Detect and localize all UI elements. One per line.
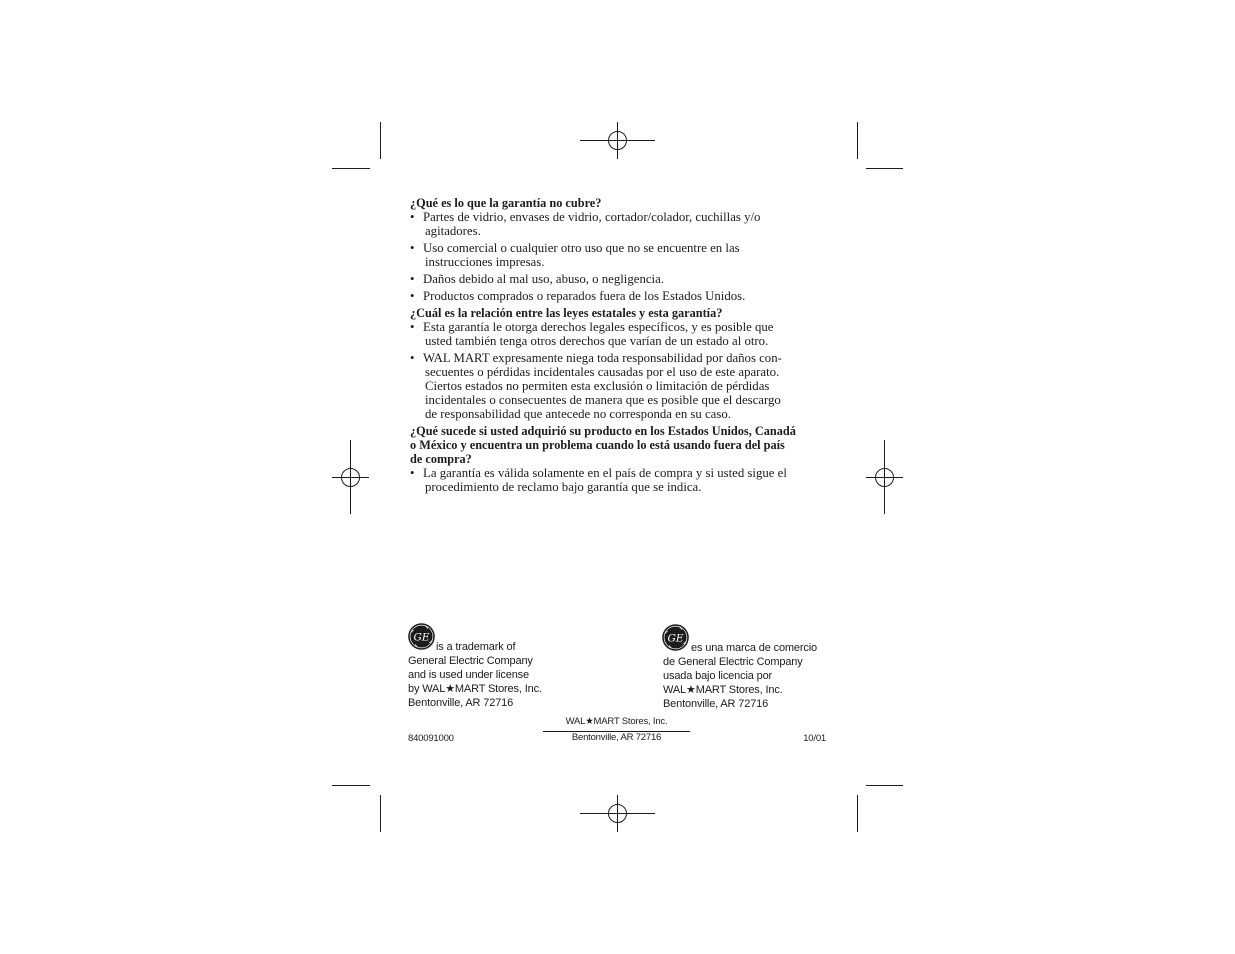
registration-mark-top [580,122,655,159]
trademark-line: es una marca de comercio [691,642,818,654]
bullet-marker: • [410,241,415,255]
warranty-text [410,196,850,494]
trademark-line: usada bajo licencia por [663,670,773,682]
bullet-text-line: de responsabilidad que antecede no corresponda en su caso. [425,407,731,421]
section-not-covered [410,196,850,303]
section-state-law [410,306,850,421]
trademark-notice-english [408,640,542,710]
bullet-text-line: agitadores. [425,224,481,238]
bullet-item [410,241,850,269]
bullet-item [410,272,850,286]
trademark-line: Bentonville, AR 72716 [663,698,769,710]
heading-line: ¿Cuál es la relación entre las leyes estatales y esta garantía? [410,306,723,320]
part-number: 840091000 [408,733,454,744]
heading-line: ¿Qué sucede si usted adquirió su producto en los Estados Unidos, Canadá [410,424,796,438]
trademark-line: de General Electric Company [663,656,803,668]
bullet-text-line: secuentes o pérdidas incidentales causadas por el uso de este aparato. [425,365,780,379]
bullet-marker: • [410,210,415,224]
bullet-text-line: Ciertos estados no permiten esta exclusión o limitación de pérdidas [425,379,770,393]
bullet-item [410,210,850,238]
footer-company: WAL★MART Stores, Inc. [565,716,668,727]
section-heading [410,424,850,466]
bullet-item [410,289,850,303]
bullet-text-line: Daños debido al mal uso, abuso, o negligencia. [423,272,664,286]
bullet-text-line: WAL MART expresamente niega toda responsabilidad por daños con- [423,351,782,365]
bullet-text-line: Uso comercial o cualquier otro uso que no se encuentre en las [423,241,740,255]
heading-line: o México y encuentra un problema cuando lo está usando fuera del país [410,438,785,452]
date-code: 10/01 [803,733,826,744]
trademark-line: by WAL★MART Stores, Inc. [408,683,542,695]
section-heading [410,196,850,210]
bullet-text-line: Esta garantía le otorga derechos legales específicos, y es posible que [423,320,774,334]
trademark-line: WAL★MART Stores, Inc. [663,684,783,696]
registration-mark-right [866,440,903,514]
bullet-text-line: instrucciones impresas. [425,255,545,269]
bullet-marker: • [410,289,415,303]
ge-logo-lettering: GE [667,632,684,645]
bullet-text-line: incidentales o consecuentes de manera que es posible que el descargo [425,393,781,407]
bullet-marker: • [410,351,415,365]
bullet-text-line: procedimiento de reclamo bajo garantía que se indica. [425,480,702,494]
bullet-marker: • [410,466,415,480]
section-outside-country [410,424,850,494]
registration-mark-left [332,440,369,514]
heading-line: ¿Qué es lo que la garantía no cubre? [410,196,602,210]
bullet-marker: • [410,272,415,286]
trademark-line: and is used under license [408,669,529,681]
bullet-text-line: usted también tenga otros derechos que varían de un estado al otro. [425,334,769,348]
trademark-line: Bentonville, AR 72716 [408,697,514,709]
registration-mark-bottom [580,795,655,832]
bullet-item [410,466,850,494]
bullet-text-line: Partes de vidrio, envases de vidrio, cortador/colador, cuchillas y/o [423,210,761,224]
bullet-item [410,351,850,421]
trademark-line: is a trademark of [436,641,516,653]
heading-line: de compra? [410,452,472,466]
trademark-line: General Electric Company [408,655,533,667]
bullet-marker: • [410,320,415,334]
ge-logo-lettering: GE [413,631,430,644]
bullet-item [410,320,850,348]
bullet-text-line: La garantía es válida solamente en el país de compra y si usted sigue el [423,466,787,480]
bullet-text-line: Productos comprados o reparados fuera de los Estados Unidos. [423,289,746,303]
section-heading [410,306,850,320]
trademark-notice-spanish [663,641,817,711]
footer-address: Bentonville, AR 72716 [571,732,662,743]
